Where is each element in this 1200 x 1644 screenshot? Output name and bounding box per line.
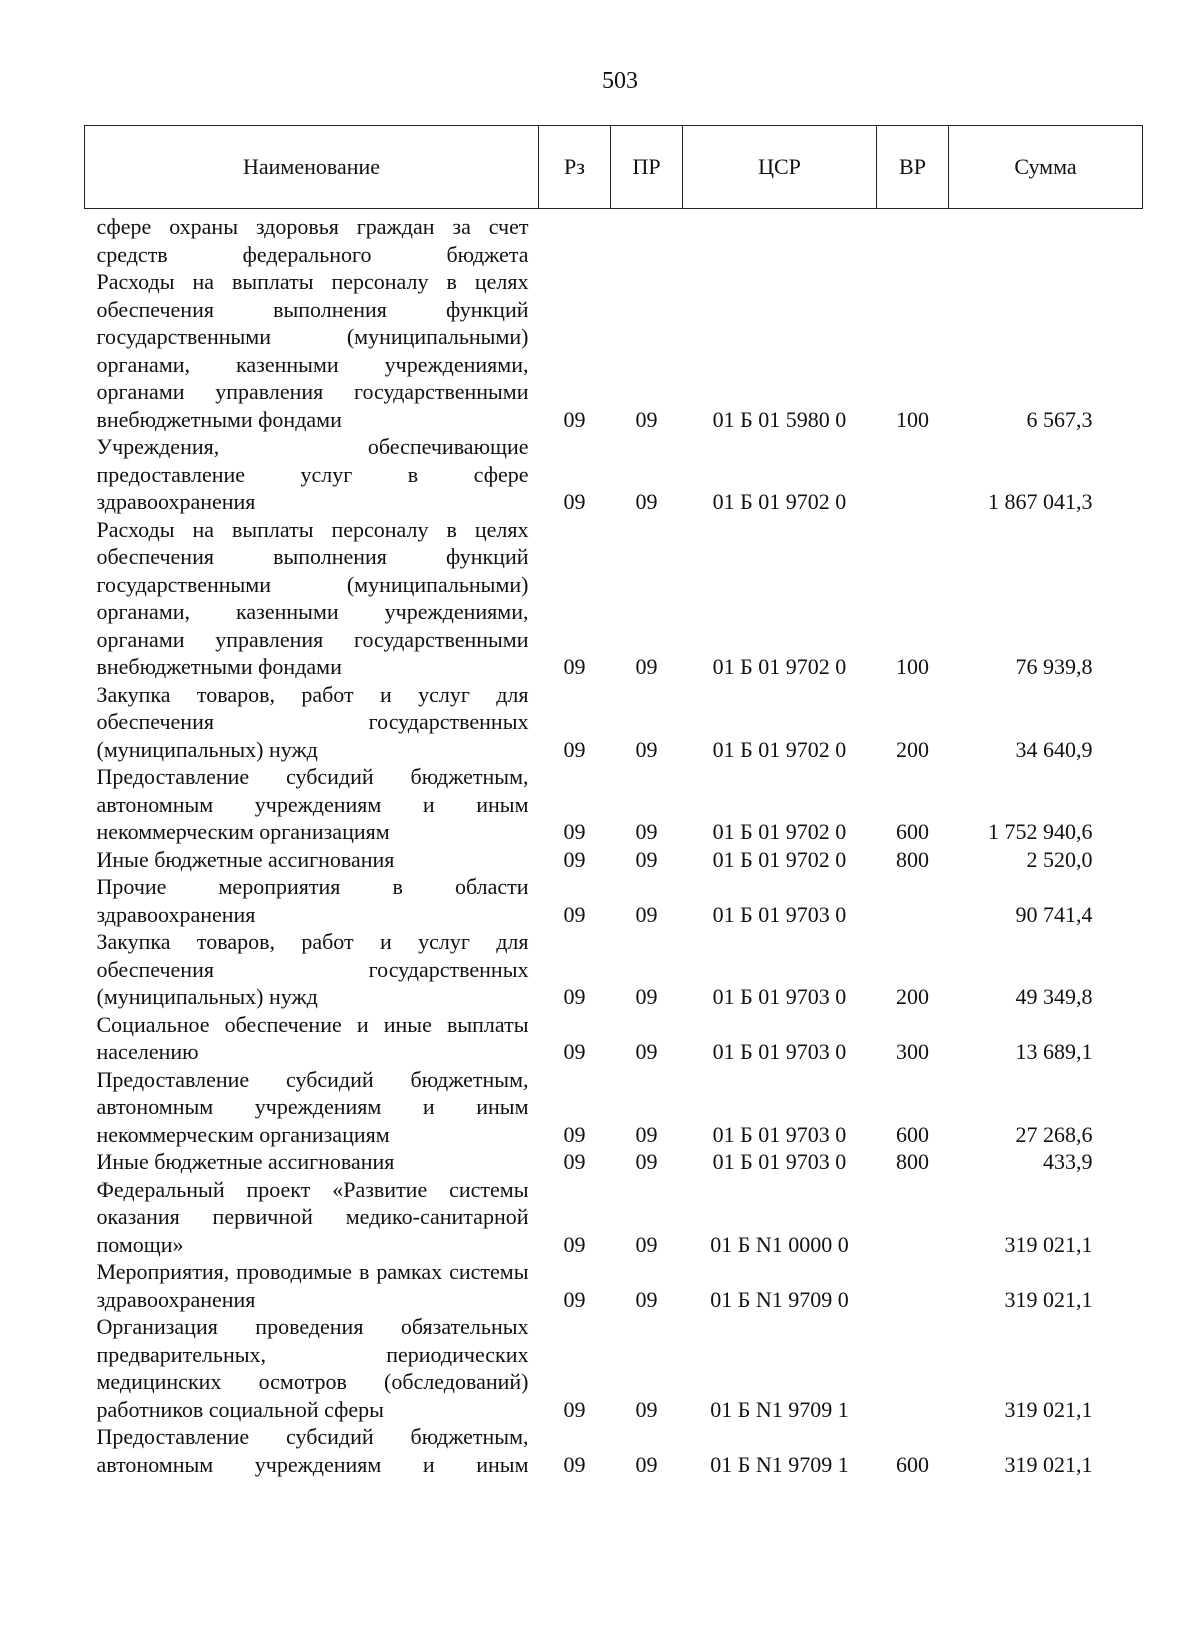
row-sum: 433,9 (1043, 1149, 1093, 1174)
table-row (85, 1176, 1143, 1259)
row-vr: 600 (896, 819, 929, 844)
row-csr: 01 Б N1 9709 1 (710, 1451, 849, 1477)
row-name: Расходы на выплаты персоналу в целях обеспечения выполнения функций государственными (муниципальными) органами, казенными учреждениями, органами управления государственными внебюджетными фондами (96, 516, 529, 679)
row-rz: 09 (563, 1039, 586, 1064)
row-pr: 09 (635, 984, 658, 1009)
row-vr (877, 1313, 949, 1423)
row-pr: 09 (635, 846, 658, 872)
row-vr: 800 (896, 846, 929, 872)
table-body (85, 209, 1143, 1479)
row-rz: 09 (563, 984, 586, 1009)
row-rz: 09 (563, 846, 586, 872)
row-name: Федеральный проект «Развитие системы оказания первичной медико-санитарной помощи» (96, 1176, 529, 1257)
row-name: Иные бюджетные ассигнования (96, 1149, 395, 1174)
row-csr: 01 Б 01 9703 0 (712, 1121, 847, 1147)
row-sum: 27 268,6 (1015, 1121, 1093, 1147)
row-pr: 09 (635, 654, 658, 679)
row-rz (539, 209, 611, 269)
row-rz: 09 (563, 1231, 586, 1257)
row-name: Учреждения, обеспечивающие предоставление услуг в сфере здравоохранения (96, 434, 529, 514)
row-rz: 09 (563, 654, 586, 679)
row-pr: 09 (635, 901, 658, 927)
row-name: Закупка товаров, работ и услуг для обеспечения государственных (муниципальных) нужд (96, 681, 529, 762)
row-sum: 49 349,8 (1015, 984, 1093, 1009)
header-name: Наименование (85, 126, 539, 209)
row-pr: 09 (635, 1451, 658, 1477)
row-name: Расходы на выплаты персоналу в целях обеспечения выполнения функций государственными (муниципальными) органами, казенными учреждениями, органами управления государственными внебюджетными фондами (96, 269, 529, 432)
row-vr: 100 (896, 654, 929, 679)
row-name: Иные бюджетные ассигнования (96, 846, 395, 872)
row-csr: 01 Б 01 9703 0 (712, 984, 847, 1009)
row-pr: 09 (635, 1231, 658, 1257)
table-row (85, 516, 1143, 681)
row-sum: 319 021,1 (1004, 1396, 1093, 1422)
table-row (85, 1148, 1143, 1176)
row-rz: 09 (563, 736, 586, 762)
row-csr: 01 Б 01 9702 0 (712, 819, 847, 844)
row-name: Прочие мероприятия в области здравоохранения (96, 874, 529, 927)
row-vr: 300 (896, 1039, 929, 1064)
row-sum: 6 567,3 (1026, 406, 1093, 432)
row-name: Предоставление субсидий бюджетным, автономным учреждениям и иным некоммерческим организациям (96, 764, 529, 844)
row-rz: 09 (563, 1286, 586, 1312)
row-csr: 01 Б N1 9709 1 (710, 1396, 849, 1422)
table-row (85, 1011, 1143, 1066)
row-rz: 09 (563, 1396, 586, 1422)
row-csr: 01 Б 01 5980 0 (712, 406, 847, 432)
row-sum: 1 752 940,6 (988, 819, 1093, 844)
row-pr: 09 (635, 1121, 658, 1147)
row-pr: 09 (635, 406, 658, 432)
row-vr (877, 209, 949, 269)
row-name: Организация проведения обязательных предварительных, периодических медицинских осмотров (обследований) работников социальной сферы (96, 1314, 529, 1422)
header-sum: Сумма (949, 126, 1143, 209)
row-csr: 01 Б 01 9702 0 (712, 736, 847, 762)
row-csr: 01 Б 01 9703 0 (712, 901, 847, 927)
header-csr: ЦСР (683, 126, 877, 209)
row-name: Закупка товаров, работ и услуг для обеспечения государственных (муниципальных) нужд (96, 929, 529, 1009)
row-rz: 09 (563, 1121, 586, 1147)
header-pr: ПР (611, 126, 683, 209)
row-sum: 1 867 041,3 (988, 489, 1093, 514)
row-vr (877, 433, 949, 516)
row-pr (611, 209, 683, 269)
table-row (85, 433, 1143, 516)
row-pr: 09 (635, 1039, 658, 1064)
row-csr: 01 Б N1 9709 0 (710, 1286, 849, 1312)
row-name: Социальное обеспечение и иные выплаты населению (96, 1011, 529, 1064)
table-row (85, 763, 1143, 846)
row-vr: 600 (896, 1121, 929, 1147)
row-vr (877, 1258, 949, 1313)
row-rz: 09 (563, 901, 586, 927)
budget-table (84, 125, 1143, 1478)
row-vr: 200 (896, 984, 929, 1009)
row-vr: 800 (896, 1149, 929, 1174)
row-name: сфере охраны здоровья граждан за счет средств федерального бюджета (96, 214, 529, 267)
row-sum: 319 021,1 (1004, 1451, 1093, 1477)
row-sum: 13 689,1 (1015, 1039, 1093, 1064)
table-row (85, 928, 1143, 1011)
header-row (85, 126, 1143, 209)
row-rz: 09 (563, 1451, 586, 1477)
page-number: 503 (602, 68, 638, 94)
row-csr: 01 Б N1 0000 0 (710, 1231, 849, 1257)
row-csr: 01 Б 01 9702 0 (712, 654, 847, 679)
table-row (85, 1066, 1143, 1149)
row-csr: 01 Б 01 9703 0 (712, 1149, 847, 1174)
row-pr: 09 (635, 1149, 658, 1174)
row-vr: 100 (896, 406, 929, 432)
table-row (85, 209, 1143, 269)
row-sum: 76 939,8 (1015, 654, 1093, 679)
row-sum: 319 021,1 (1004, 1231, 1093, 1257)
row-csr: 01 Б 01 9702 0 (712, 846, 847, 872)
row-name: Предоставление субсидий бюджетным, автономным учреждениям и иным некоммерческим организациям (96, 1066, 529, 1147)
row-vr: 600 (896, 1451, 929, 1477)
row-rz: 09 (563, 819, 586, 844)
row-sum: 90 741,4 (1015, 901, 1093, 927)
row-pr: 09 (635, 1396, 658, 1422)
row-name: Мероприятия, проводимые в рамках системы здравоохранения (96, 1259, 529, 1312)
row-csr: 01 Б 01 9702 0 (712, 489, 847, 514)
table-header (85, 126, 1143, 209)
row-rz: 09 (563, 489, 586, 514)
row-pr: 09 (635, 736, 658, 762)
row-sum: 34 640,9 (1015, 736, 1093, 762)
table-row (85, 268, 1143, 433)
row-name: Предоставление субсидий бюджетным, автономным учреждениям и иным (96, 1424, 529, 1477)
row-pr: 09 (635, 1286, 658, 1312)
row-rz: 09 (563, 406, 586, 432)
table-row (85, 873, 1143, 928)
row-rz: 09 (563, 1149, 586, 1174)
table-row (85, 1313, 1143, 1423)
table-row (85, 1423, 1143, 1478)
table-row (85, 846, 1143, 874)
row-sum: 319 021,1 (1004, 1286, 1093, 1312)
table-row (85, 681, 1143, 764)
table-row (85, 1258, 1143, 1313)
row-pr: 09 (635, 819, 658, 844)
row-csr (683, 209, 877, 269)
row-vr: 200 (896, 736, 929, 762)
row-vr (877, 1176, 949, 1259)
row-sum (949, 209, 1143, 269)
row-pr: 09 (635, 489, 658, 514)
row-csr: 01 Б 01 9703 0 (712, 1039, 847, 1064)
header-rz: Рз (539, 126, 611, 209)
row-sum: 2 520,0 (1026, 846, 1093, 872)
row-vr (877, 873, 949, 928)
header-vr: ВР (877, 126, 949, 209)
